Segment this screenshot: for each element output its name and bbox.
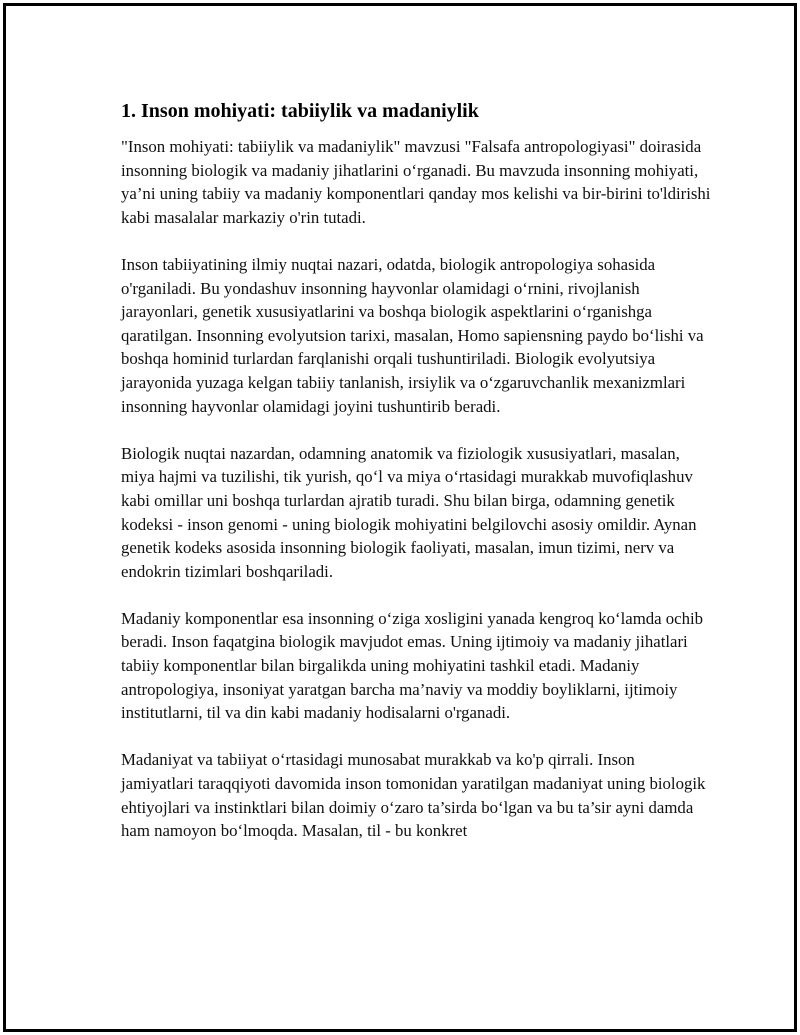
paragraph-cultural-components: Madaniy komponentlar esa insonning o‘ziga xosligini yanada kengroq ko‘lamda ochib beradi. Inson faqatgina biologik mavjudot emas. Uning ijtimoiy va madaniy jihatlari tabiiy komponentlar bilan birgalikda uning mohiyatini tashkil etadi. Madaniy antropologiya, insoniyat yaratgan barcha ma’naviy va moddiy boyliklarni, ijtimoiy institutlarni, til va din kabi madaniy hodisalarni o'rganadi. (121, 608, 704, 723)
document-body (121, 98, 711, 866)
paragraph-anatomy-genetics: Biologik nuqtai nazardan, odamning anatomik va fiziologik xususiyatlari, masalan, miya hajmi va tuzilishi, tik yurish, qo‘l va miya o‘rtasidagi murakkab muvofiqlashuv kabi omillar uni boshqa turlardan ajratib turadi. Shu bilan birga, odamning genetik kodeksi - inson genomi - uning biologik mohiyatini belgilovchi asosiy omildir. Aynan genetik kodeks asosida insonning biologik faoliyati, masalan, imun tizimi, nerv va endokrin tizimlari boshqariladi. (121, 443, 697, 581)
paragraph-intro: "Inson mohiyati: tabiiylik va madaniylik" mavzusi "Falsafa antropologiyasi" doirasida insonning biologik va madaniy jihatlarini o‘rganadi. Bu mavzuda insonning mohiyati, ya’ni uning tabiiy va madaniy komponentlari qanday mos kelishi va bir-birini to'ldirishi kabi masalalar markaziy o'rin tutadi. (121, 137, 711, 227)
paragraph-biological-anthropology: Inson tabiiyatining ilmiy nuqtai nazari, odatda, biologik antropologiya sohasida o'rganiladi. Bu yondashuv insonning hayvonlar olamidagi o‘rnini, rivojlanish jarayonlari, genetik xususiyatlarini va boshqa biologik aspektlarini o‘rganishga qaratilgan. Insonning evolyutsion tarixi, masalan, Homo sapiensning paydo bo‘lishi va boshqa hominid turlardan farqlanishi orqali tushuntiriladi. Biologik evolyutsiya jarayonida yuzaga kelgan tabiiy tanlanish, irsiylik va o‘zgaruvchanlik mexanizmlari insonning hayvonlar olamidagi joyini tushuntirib beradi. (121, 254, 704, 416)
page-title: 1. Inson mohiyati: tabiiylik va madaniylik (121, 100, 479, 122)
paragraph-culture-nature-relation: Madaniyat va tabiiyat o‘rtasidagi munosabat murakkab va ko'p qirrali. Inson jamiyatlari taraqqiyoti davomida inson tomonidan yaratilgan madaniyat uning biologik ehtiyojlari va instinktlari bilan doimiy o‘zaro ta’sirda bo‘lgan va bu ta’sir ayni damda ham namoyon bo‘lmoqda. Masalan, til - bu konkret (121, 750, 706, 841)
page-frame (3, 3, 797, 1032)
